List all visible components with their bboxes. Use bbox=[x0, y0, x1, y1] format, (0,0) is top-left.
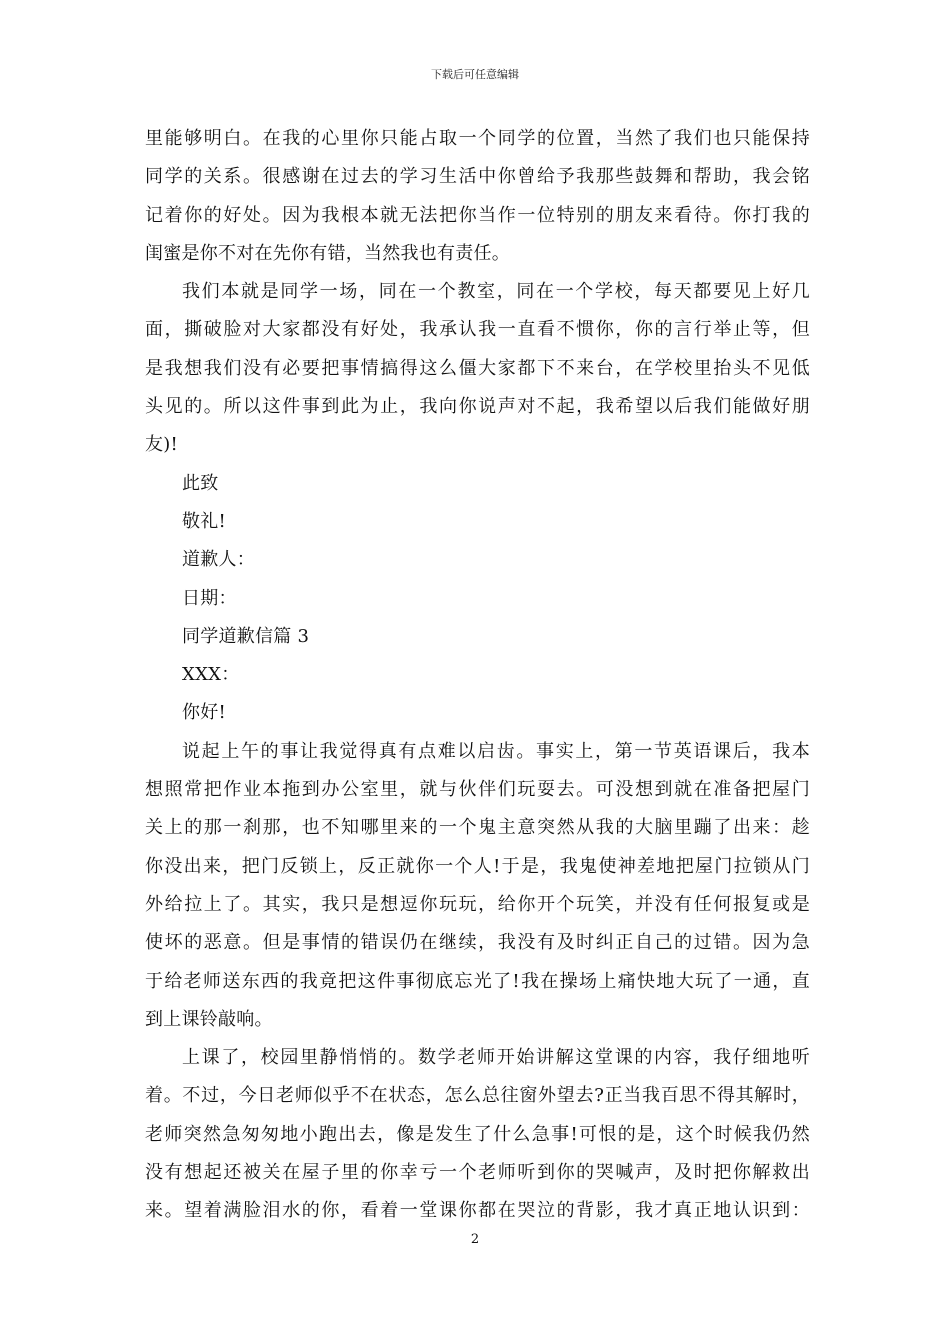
text-line: 同学的关系。很感谢在过去的学习生活中你曾给予我那些鼓舞和帮助，我会铭 bbox=[145, 166, 810, 188]
text-line: 你没出来，把门反锁上，反正就你一个人!于是，我鬼使神差地把屋门拉锁从门 bbox=[145, 855, 810, 877]
text-line: 使坏的恶意。但是事情的错误仍在继续，我没有及时纠正自己的过错。因为急 bbox=[145, 932, 810, 954]
text-line: 敬礼! bbox=[182, 510, 226, 532]
page-header: 下载后可任意编辑 bbox=[431, 68, 519, 81]
text-line: 到上课铃敲响。 bbox=[145, 1008, 273, 1030]
text-line: 日期： bbox=[182, 587, 237, 609]
text-line: 是我想我们没有必要把事情搞得这么僵大家都下不来台，在学校里抬头不见低 bbox=[145, 357, 810, 379]
text-line: 面，撕破脸对大家都没有好处，我承认我一直看不惯你，你的言行举止等，但 bbox=[145, 319, 810, 341]
text-line: 说起上午的事让我觉得真有点难以启齿。事实上，第一节英语课后，我本 bbox=[182, 740, 810, 762]
text-line: 友)! bbox=[145, 434, 179, 456]
text-line: 记着你的好处。因为我根本就无法把你当作一位特别的朋友来看待。你打我的 bbox=[145, 204, 810, 226]
text-line: 上课了，校园里静悄悄的。数学老师开始讲解这堂课的内容，我仔细地听 bbox=[182, 1047, 810, 1069]
text-line: 来。望着满脸泪水的你，看着一堂课你都在哭泣的背影，我才真正地认识到： bbox=[145, 1200, 810, 1222]
text-line: 我们本就是同学一场，同在一个教室，同在一个学校，每天都要见上好几 bbox=[182, 281, 810, 303]
text-line: XXX： bbox=[182, 664, 240, 686]
text-line: 里能够明白。在我的心里你只能占取一个同学的位置，当然了我们也只能保持 bbox=[145, 128, 810, 149]
document-body bbox=[145, 120, 810, 1231]
text-line: 同学道歉信篇 3 bbox=[182, 625, 310, 647]
text-line: 闺蜜是你不对在先你有错，当然我也有责任。 bbox=[145, 242, 510, 264]
text-line: 老师突然急匆匆地小跑出去，像是发生了什么急事!可恨的是，这个时候我仍然 bbox=[145, 1123, 810, 1145]
text-line: 没有想起还被关在屋子里的你幸亏一个老师听到你的哭喊声，及时把你解救出 bbox=[145, 1162, 810, 1184]
text-line: 想照常把作业本拖到办公室里，就与伙伴们玩耍去。可没想到就在准备把屋门 bbox=[145, 779, 810, 801]
text-line: 你好! bbox=[182, 702, 226, 724]
text-line: 头见的。所以这件事到此为止，我向你说声对不起，我希望以后我们能做好朋 bbox=[145, 396, 810, 418]
text-line: 道歉人： bbox=[182, 549, 255, 571]
text-line: 此致 bbox=[182, 472, 219, 494]
page-number: 2 bbox=[470, 1232, 480, 1247]
text-line: 外给拉上了。其实，我只是想逗你玩玩，给你开个玩笑，并没有任何报复或是 bbox=[145, 893, 810, 915]
text-line: 着。不过，今日老师似乎不在状态，怎么总往窗外望去?正当我百思不得其解时， bbox=[145, 1085, 810, 1107]
text-line: 于给老师送东西的我竟把这件事彻底忘光了!我在操场上痛快地大玩了一通，直 bbox=[145, 970, 810, 992]
text-line: 关上的那一刹那，也不知哪里来的一个鬼主意突然从我的大脑里蹦了出来：趁 bbox=[145, 817, 810, 839]
